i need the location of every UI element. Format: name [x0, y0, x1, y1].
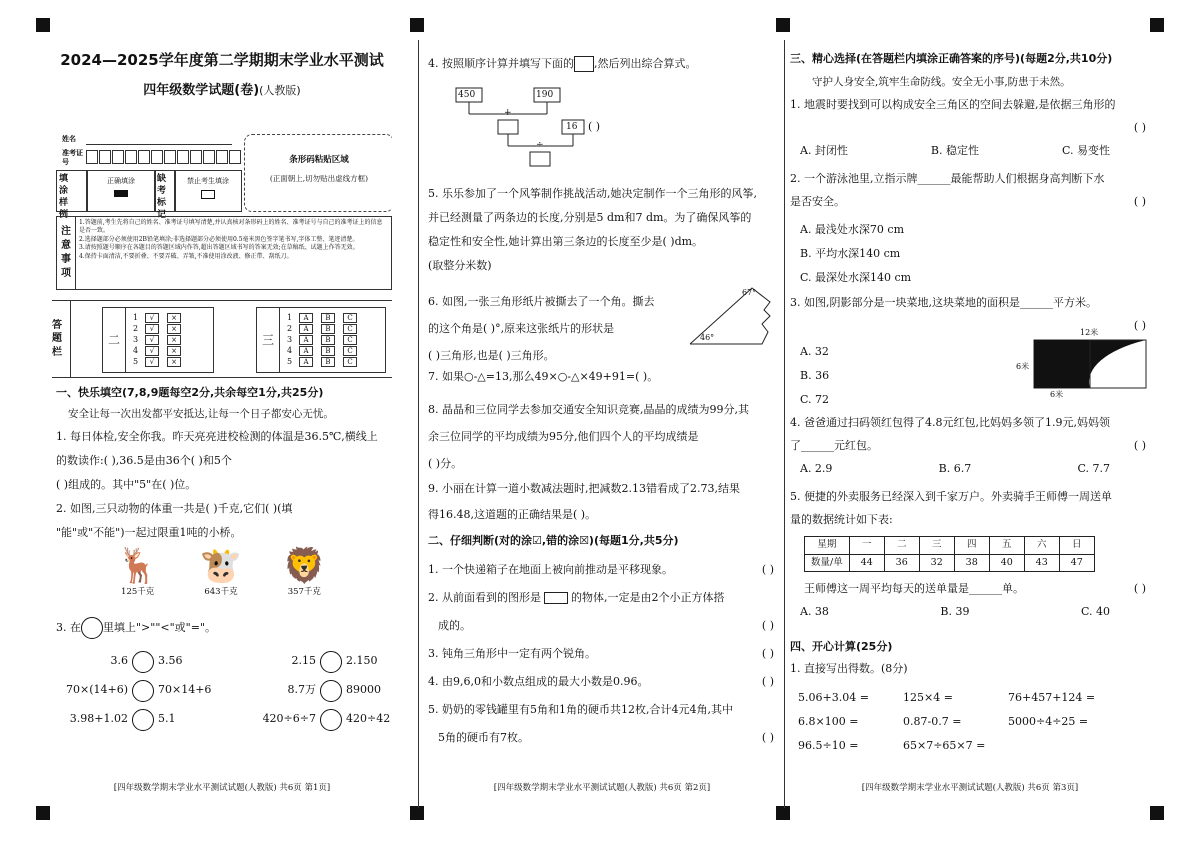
lion-icon: 🦁 — [283, 546, 326, 587]
table-cell: 40 — [989, 554, 1024, 572]
answer-bubble[interactable]: B — [321, 346, 335, 356]
answer-bubble[interactable]: √ — [145, 324, 159, 334]
exam-page-1 — [52, 44, 392, 802]
choice-rows — [287, 312, 365, 367]
registration-mark — [410, 806, 424, 820]
section-3-heading: 三、精心选择(在答题栏内填涂正确答案的序号)(每题2分,共10分) — [790, 52, 1113, 65]
judge-answer-row: 4 √ × — [133, 345, 189, 356]
question-5: 5. 乐乐参加了一个风筝制作挑战活动,她决定制作一个三角形的风筝, 并已经测量了两条边的长度,分别是5 dm和7 dm。为了确保风筝的 稳定性和安全性,她计算出第三条边的长度至少是( )dm。 (取整分米数) — [428, 187, 757, 272]
figure-label-bottom: 6米 — [1050, 390, 1064, 399]
choice-question-1: 1. 地震时要找到可以构成安全三角区的空间去躲避,是依据三角形的 ( ) A. 封闭性 B. 稳定性 C. 易变性 — [790, 98, 1146, 157]
animal-cow: 🐮 643千克 — [199, 546, 243, 598]
figure-label-left: 6米 — [1016, 362, 1030, 371]
name-label: 姓名 — [62, 134, 76, 143]
choice-answer-grid: 三 1 A B C 2 A B C 3 A B C 4 A B C 5 A B C — [256, 307, 386, 373]
choice-options: A. 32 B. 36 C. 72 — [800, 344, 830, 406]
choice-answer-row: 2 A B C — [287, 323, 365, 334]
answer-area-label: 答题栏 — [52, 301, 71, 377]
notice-label: 注意事项 — [57, 217, 76, 289]
deer-icon: 🦌 — [116, 546, 159, 587]
compare-circle[interactable] — [132, 709, 154, 731]
table-cell: 五 — [989, 536, 1024, 554]
calc-item: 96.5÷10 = — [798, 739, 859, 752]
judge-question: 5. 奶奶的零钱罐里有5角和1角的硬币共12枚,合计4元4角,其中 5角的硬币有7枚。 ( ) — [428, 703, 774, 744]
calc-row — [798, 710, 1138, 734]
judge-rows — [133, 312, 189, 367]
judge-answer-grid: 二 1 √ × 2 √ × 3 √ × 4 √ × 5 √ × — [102, 307, 214, 373]
choice-answer-row: 5 A B C — [287, 356, 365, 367]
calc-item — [1008, 734, 1138, 758]
exam-title: 2024—2025学年度第二学期期末学业水平测试 — [60, 51, 384, 69]
page-divider — [418, 40, 419, 808]
answer-bubble[interactable]: × — [167, 357, 181, 367]
answer-bubble[interactable]: A — [299, 335, 313, 345]
page-footer: [四年级数学期末学业水平测试试题(人教版) 共6页 第1页] — [113, 782, 331, 793]
answer-bubble[interactable]: C — [343, 324, 357, 334]
section-1 — [56, 386, 392, 734]
answer-bubble[interactable]: B — [321, 313, 335, 323]
exam-page-3 — [790, 44, 1150, 802]
page-footer: [四年级数学期末学业水平测试试题(人教版) 共6页 第2页] — [493, 782, 711, 793]
table-cell: 47 — [1059, 554, 1094, 572]
table-row — [805, 554, 1095, 572]
absent-fill-box: 禁止考生填涂 — [174, 170, 242, 212]
table-cell: 43 — [1024, 554, 1059, 572]
fill-example-label-box: 填涂样例 — [56, 170, 88, 212]
calculation-flow-diagram — [454, 84, 654, 170]
judge-question: 3. 钝角三角形中一定有两个锐角。 ( ) — [428, 647, 774, 660]
q4-answer-blank: ( ) — [588, 120, 601, 133]
choice-question-4: 4. 爸爸通过扫码领红包得了4.8元红包,比妈妈多领了1.9元,妈妈领 了______元红包。 ( ) A. 2.9 B. 6.7 C. 7.7 — [790, 416, 1146, 475]
section-1-heading: 一、快乐填空(7,8,9题每空2分,共余每空1分,共25分) — [56, 386, 324, 399]
question-2: 2. 如图,三只动物的体重一共是( )千克,它们( )(填 "能"或"不能")一起过限重1吨的小桥。 — [56, 502, 293, 540]
answer-bubble[interactable]: A — [299, 346, 313, 356]
answer-bubble[interactable]: A — [299, 357, 313, 367]
registration-mark — [1150, 18, 1164, 32]
motto: 安全让每一次出发都平安抵达,让每一个日子都安心无忧。 — [68, 407, 334, 420]
page-footer: [四年级数学期末学业水平测试试题(人教版) 共6页 第3页] — [861, 782, 1079, 793]
answer-bubble[interactable]: C — [343, 346, 357, 356]
table-cell: 日 — [1059, 536, 1094, 554]
answer-bubble[interactable]: √ — [145, 313, 159, 323]
barcode-area: 条形码粘贴区域 (正面朝上,切勿贴出虚线方框) — [244, 134, 392, 212]
notice-list: 1.答题前,考生先将自己的姓名、准考证号填写清楚,并认真核对条形码上的姓名、准考证号与自己的准考证上的信息是否一致。 2.选择题部分必须使用2B铅笔填涂;非选择题部分必须使用0.5毫米黑色签字笔书写,字体工整、笔迹清楚。 3.请按照题号顺序在各题目的答题区域内作答,超出答题区域书写的答案无效;在草稿纸、试题上作答无效。 4.保持卡面清洁,不要折叠、不要弄破、弄皱,不准使用涂改液、修正带、刮纸刀。 — [79, 219, 383, 260]
choice-answer-row: 3 A B C — [287, 334, 365, 345]
answer-sheet-area — [52, 300, 392, 378]
compare-circle[interactable] — [320, 680, 342, 702]
table-cell: 36 — [884, 554, 919, 572]
animal-row — [96, 545, 346, 611]
judge-answer-row: 1 √ × — [133, 312, 189, 323]
table-cell: 44 — [849, 554, 884, 572]
notice-box — [56, 216, 392, 290]
question-4: 4. 按照顺序计算并填写下面的 ,然后列出综合算式。 — [428, 57, 697, 70]
judge-question: 1. 一个快递箱子在地面上被向前推动是平移现象。 ( ) — [428, 563, 774, 576]
choice-question-2: 2. 一个游泳池里,立指示牌______最能帮助人们根据身高判断下水 是否安全。 ( ) A. 最浅处水深70 cm B. 平均水深140 cm C. 最深处水深140 cm — [790, 172, 1146, 290]
compare-circle[interactable] — [132, 680, 154, 702]
choice-answer-row: 4 A B C — [287, 345, 365, 356]
answer-bubble[interactable]: C — [343, 313, 357, 323]
choice-question-3: 3. 如图,阴影部分是一块菜地,这块菜地的面积是______平方米。 ( ) A. 32 B. 36 C. 72 — [790, 296, 1146, 412]
exam-page-2 — [428, 44, 776, 802]
calc-item: 76+457+124 = — [1008, 691, 1096, 704]
registration-mark — [36, 18, 50, 32]
flow-number-1: 450 — [458, 90, 476, 100]
answer-bubble[interactable]: B — [321, 324, 335, 334]
motto: 守护人身安全,筑牢生命防线。安全无小事,防患于未然。 — [812, 75, 1071, 88]
answer-bubble[interactable]: × — [167, 335, 181, 345]
blank-box — [574, 56, 594, 72]
answer-bubble[interactable]: √ — [145, 357, 159, 367]
answer-bubble[interactable]: C — [343, 335, 357, 345]
delivery-table — [804, 536, 1095, 573]
table-row — [805, 536, 1095, 554]
compare-row: 70×(14+6) 70×14+6 8.7万 89000 — [56, 676, 392, 705]
question-6: 6. 如图,一张三角形纸片被撕去了一个角。撕去 的这个角是( )°,原来这张纸片的形状是 ( )三角形,也是( )三角形。 — [428, 295, 655, 362]
compare-circle — [81, 617, 103, 639]
ticket-number-boxes[interactable] — [86, 150, 242, 169]
flow-op-divide: ÷ — [536, 140, 544, 150]
registration-mark — [776, 806, 790, 820]
judge-question: 4. 由9,6,0和小数点组成的最大小数是0.96。 ( ) — [428, 675, 774, 688]
absent-mark-label: 缺考标记 — [154, 170, 176, 212]
table-cell: 三 — [919, 536, 954, 554]
calc-item: 5.06+3.04 = — [798, 691, 869, 704]
judge-answer-row: 3 √ × — [133, 334, 189, 345]
calc-item: 6.8×100 = — [798, 715, 859, 728]
compare-row: 3.6 3.56 2.15 2.150 — [56, 647, 392, 676]
table-cell: 32 — [919, 554, 954, 572]
answer-bubble[interactable]: B — [321, 357, 335, 367]
section-4-heading: 四、开心计算(25分) — [790, 640, 893, 653]
choice-options: A. 最浅处水深70 cm B. 平均水深140 cm C. 最深处水深140 cm — [800, 222, 912, 284]
answer-bubble[interactable]: × — [167, 324, 181, 334]
choice-options: A. 38 B. 39 C. 40 — [800, 605, 1110, 619]
compare-circle[interactable] — [132, 651, 154, 673]
calc-row — [798, 734, 1138, 758]
answer-bubble[interactable]: × — [167, 346, 181, 356]
figure-label-top: 12米 — [1080, 328, 1099, 337]
question-8: 8. 晶晶和三位同学去参加交通安全知识竞赛,晶晶的成绩为99分,其 余三位同学的平均成绩为95分,他们四个人的平均成绩是 ( )分。 — [428, 403, 749, 470]
judge-question: 2. 从前面看到的图形是 的物体,一定是由2个小正方体搭 成的。 ( ) — [428, 591, 774, 632]
ticket-label: 准考证号 — [62, 148, 83, 167]
answer-bubble[interactable]: B — [321, 335, 335, 345]
compare-grid — [56, 647, 392, 734]
judge-answer-row: 2 √ × — [133, 323, 189, 334]
choice-options: A. 2.9 B. 6.7 C. 7.7 — [800, 461, 1110, 475]
calc-grid — [798, 686, 1138, 758]
flow-number-2: 190 — [536, 90, 554, 100]
name-field[interactable] — [86, 144, 232, 145]
judge-questions — [428, 556, 774, 752]
calc-item: 65×7÷65×7 = — [903, 739, 986, 752]
registration-mark — [410, 18, 424, 32]
question-1: 1. 每日体检,安全你我。昨天亮亮进校检测的体温是36.5℃,横线上 的数读作:( ),36.5是由36个( )和5个 ( )组成的。其中"5"在( )位。 — [56, 430, 378, 492]
correct-fill-box: 正确填涂 — [86, 170, 156, 212]
absent-checkbox[interactable] — [201, 190, 215, 199]
table-cell: 六 — [1024, 536, 1059, 554]
judge-answer-row: 5 √ × — [133, 356, 189, 367]
table-cell: 数量/单 — [805, 554, 850, 572]
table-cell: 38 — [954, 554, 989, 572]
section-2-heading: 二、仔细判断(对的涂☑,错的涂☒)(每题1分,共5分) — [428, 534, 679, 547]
table-cell: 二 — [884, 536, 919, 554]
exam-subtitle: 四年级数学试题(卷)(人教版) — [143, 83, 301, 99]
angle-label-top: 67° — [742, 288, 757, 297]
answer-bubble[interactable]: × — [167, 313, 181, 323]
choice-question-5: 5. 便捷的外卖服务已经深入到千家万户。外卖骑手王师傅一周送单 量的数据统计如下表: 星期 一 二 三 四 五 六 日 数量/单 44 36 32 38 40 43 47 王师傅这一周平均每天的送单量是______单。 ( ) A. 38 B. 39 C. 40 — [790, 490, 1146, 619]
calc-intro: 1. 直接写出得数。(8分) — [790, 662, 908, 675]
calc-item: 0.87-0.7 = — [903, 715, 962, 728]
choice-answer-row: 1 A B C — [287, 312, 365, 323]
question-9: 9. 小丽在计算一道小数减法题时,把减数2.13错看成了2.73,结果 得16.48,这道题的正确结果是( )。 — [428, 482, 740, 521]
flow-op-plus: + — [504, 108, 512, 118]
table-cell: 星期 — [805, 536, 850, 554]
answer-bubble[interactable]: A — [299, 313, 313, 323]
answer-bubble[interactable]: √ — [145, 346, 159, 356]
registration-mark — [776, 18, 790, 32]
compare-circle[interactable] — [320, 709, 342, 731]
registration-mark — [1150, 806, 1164, 820]
angle-label-bottom: 46° — [700, 333, 715, 342]
page-divider — [784, 40, 785, 808]
answer-bubble[interactable]: √ — [145, 335, 159, 345]
question-3: 3. 在 里填上">""<"或"="。 — [56, 617, 392, 639]
animal-deer: 🦌 125千克 — [116, 546, 159, 598]
answer-bubble[interactable]: A — [299, 324, 313, 334]
two-squares-shape — [544, 592, 568, 604]
filled-mark — [114, 190, 128, 197]
calc-item: 5000÷4÷25 = — [1008, 715, 1089, 728]
animal-lion: 🦁 357千克 — [283, 546, 326, 598]
registration-mark — [36, 806, 50, 820]
answer-bubble[interactable]: C — [343, 357, 357, 367]
flow-number-3: 16 — [566, 122, 578, 132]
compare-row: 3.98+1.02 5.1 420÷6÷7 420÷42 — [56, 705, 392, 734]
calc-row — [798, 686, 1138, 710]
table-cell: 一 — [849, 536, 884, 554]
cow-icon: 🐮 — [199, 546, 243, 587]
choice-options: A. 封闭性 B. 稳定性 C. 易变性 — [800, 143, 1110, 157]
compare-circle[interactable] — [320, 651, 342, 673]
calc-item: 125×4 = — [903, 691, 953, 704]
question-7: 7. 如果○-△=13,那么49×○-△×49+91=( )。 — [428, 370, 659, 383]
table-cell: 四 — [954, 536, 989, 554]
